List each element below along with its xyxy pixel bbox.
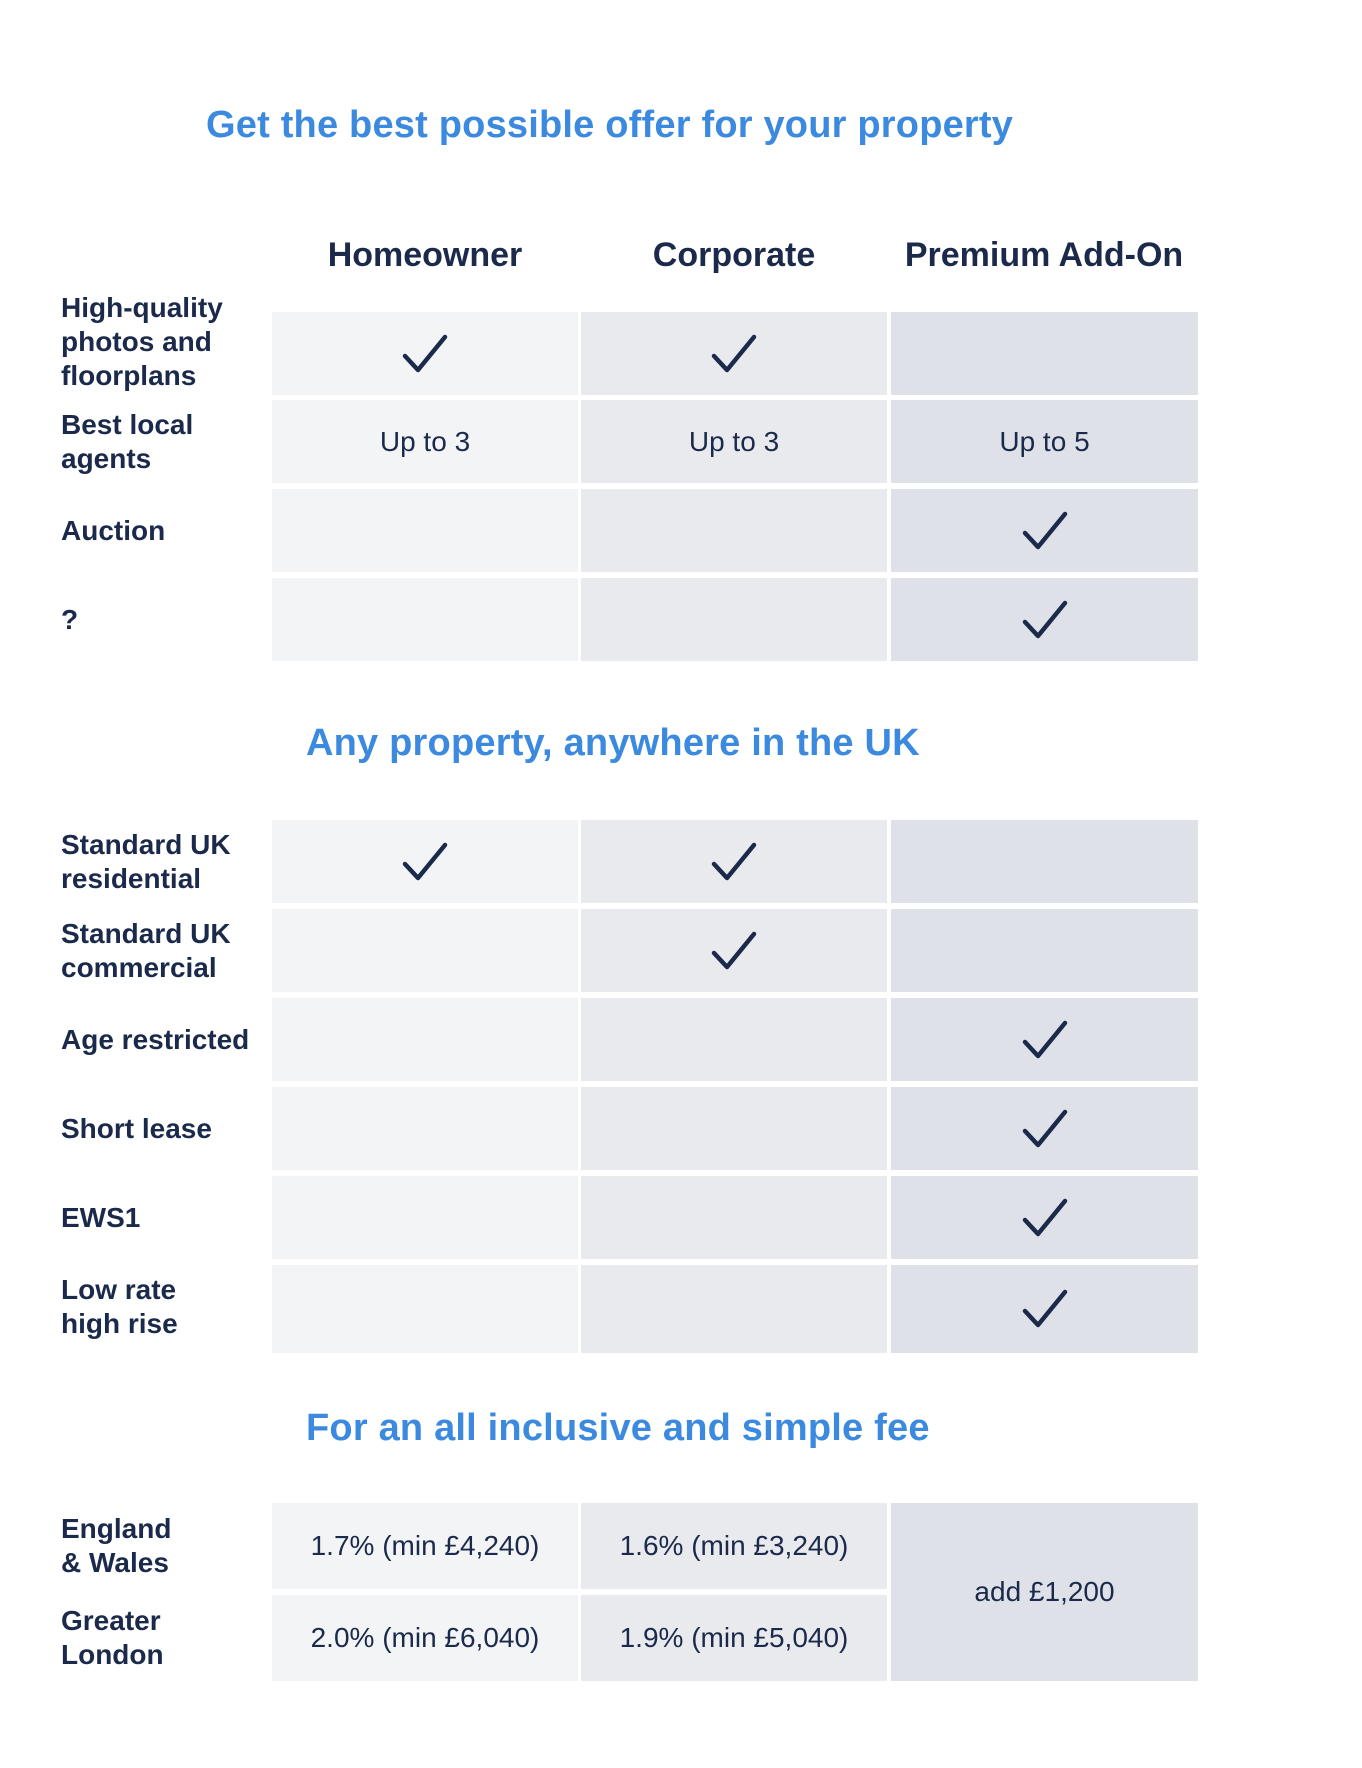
table-cell: [581, 909, 887, 992]
table-cell: [581, 1176, 887, 1259]
table-cell: [891, 578, 1198, 661]
section-title-offer: Get the best possible offer for your property: [206, 104, 1014, 146]
table-cell: [272, 578, 578, 661]
row-label: ?: [61, 603, 79, 635]
premium-fee-cell: [891, 1503, 1198, 1681]
checkmark-icon: [1021, 507, 1069, 555]
checkmark-icon: [1021, 1194, 1069, 1242]
row-label: Standard UK residential: [61, 828, 231, 894]
checkmark-icon: [1021, 1285, 1069, 1333]
table-cell: [581, 1265, 887, 1353]
checkmark-icon: [710, 330, 758, 378]
row-label: Age restricted: [61, 1023, 250, 1055]
premium-fee-text: add £1,200: [974, 1576, 1115, 1607]
cell-value: Up to 5: [999, 425, 1090, 457]
table-cell: [891, 1265, 1198, 1353]
cell-value: 1.7% (min £4,240): [310, 1530, 540, 1561]
row-label: Standard UK commercial: [61, 917, 231, 983]
row-label: Best local agents: [61, 408, 194, 474]
cell-value: Up to 3: [688, 425, 780, 457]
table-cell: [272, 489, 578, 572]
column-header-premium: Premium Add-On: [904, 236, 1184, 274]
section-title-fee: For an all inclusive and simple fee: [306, 1407, 930, 1449]
table-cell: [891, 489, 1198, 572]
table-cell: [272, 400, 578, 483]
checkmark-icon: [401, 838, 449, 886]
table-cell: [891, 400, 1198, 483]
table-cell: [581, 1595, 887, 1681]
table-cell: [891, 312, 1198, 395]
table-cell: [272, 820, 578, 903]
table-cell: [272, 1176, 578, 1259]
checkmark-icon: [710, 927, 758, 975]
row-label: High-quality photos and floorplans: [61, 292, 223, 391]
table-cell: [891, 1176, 1198, 1259]
checkmark-icon: [1021, 596, 1069, 644]
cell-value: 1.6% (min £3,240): [619, 1530, 849, 1561]
cell-value: 1.9% (min £5,040): [619, 1622, 849, 1653]
table-cell: [891, 1087, 1198, 1170]
row-label: Short lease: [61, 1112, 212, 1144]
table-cell: [272, 1595, 578, 1681]
table-cell: [272, 909, 578, 992]
cell-value: Up to 3: [379, 425, 471, 457]
table-cell: [581, 1087, 887, 1170]
checkmark-icon: [710, 838, 758, 886]
table-cell: [581, 1503, 887, 1589]
table-cell: [581, 400, 887, 483]
table-cell: [891, 820, 1198, 903]
table-cell: [272, 998, 578, 1081]
table-cell: [272, 1265, 578, 1353]
column-header-corporate: Corporate: [652, 236, 816, 274]
table-cell: [272, 1503, 578, 1589]
cell-value: 2.0% (min £6,040): [310, 1622, 540, 1653]
table-cell: [581, 489, 887, 572]
row-label: England & Wales: [61, 1513, 172, 1578]
row-label: Greater London: [61, 1605, 164, 1670]
row-label: Auction: [61, 514, 166, 546]
table-cell: [581, 578, 887, 661]
table-cell: [272, 312, 578, 395]
table-cell: [272, 1087, 578, 1170]
row-label: EWS1: [61, 1201, 141, 1233]
column-header-homeowner: Homeowner: [327, 236, 523, 274]
checkmark-icon: [401, 330, 449, 378]
table-cell: [891, 998, 1198, 1081]
table-cell: [891, 909, 1198, 992]
checkmark-icon: [1021, 1105, 1069, 1153]
table-cell: [581, 998, 887, 1081]
checkmark-icon: [1021, 1016, 1069, 1064]
table-cell: [581, 312, 887, 395]
row-label: Low rate high rise: [61, 1273, 178, 1339]
table-cell: [581, 820, 887, 903]
section-title-property: Any property, anywhere in the UK: [306, 722, 920, 764]
